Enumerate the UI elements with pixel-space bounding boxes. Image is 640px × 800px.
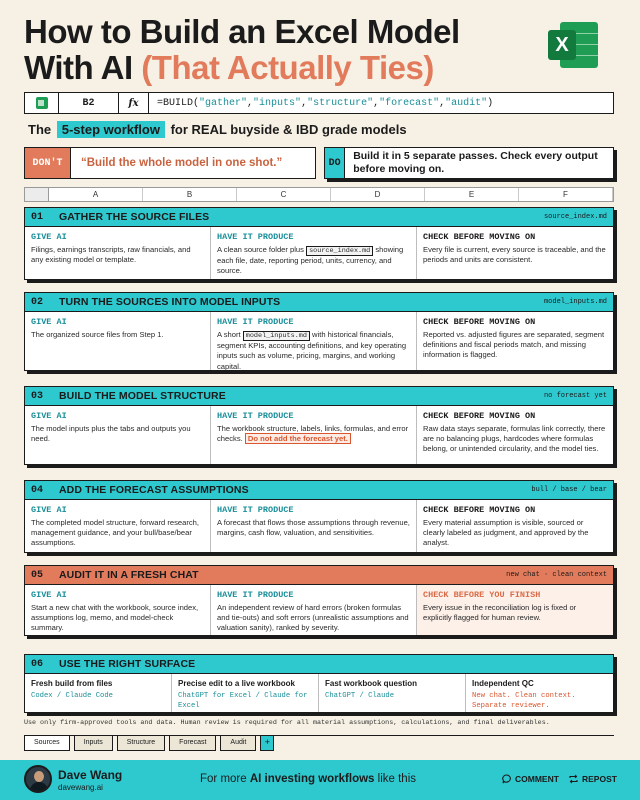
step-title: GATHER THE SOURCE FILES [59,211,210,223]
add-sheet-button[interactable]: + [260,736,274,751]
check-text: Every issue in the reconciliation log is fixed or explicitly flagged for human review. [423,603,577,623]
step-card-03 [24,386,614,465]
surface-title: Fast workbook question [325,679,418,688]
excel-sheet-icon [25,93,59,113]
produce-label: HAVE IT PRODUCE [217,411,294,421]
step-file-tag: new chat · clean context [506,571,607,579]
excel-logo-icon [548,22,600,70]
give-text: The completed model structure, forward research, management guidance, and your bull/base/bear assumptions. [31,518,199,548]
column-headers [24,187,614,202]
disclaimer: Use only firm-approved tools and data. Human review is required for all material assumptions, calculations, and final deliverables. [24,719,550,727]
surface-title: Precise edit to a live workbook [178,679,295,688]
repost-button[interactable]: REPOST [568,774,617,784]
check-text: Raw data stays separate, formulas link correctly, there are no balancing plugs, hardcodes where formulas belong, or unintended circularity, and the model ties. [423,424,606,454]
repost-icon [568,774,579,784]
step-card-06 [24,654,614,713]
surface-title: Fresh build from files [31,679,113,688]
file-chip: model_inputs.md [243,331,310,341]
fx-icon[interactable]: fx [119,93,149,113]
produce-label: HAVE IT PRODUCE [217,232,294,242]
give-text: The organized source files from Step 1. [31,330,164,339]
step-file-tag: no forecast yet [543,392,607,400]
formula-bar[interactable] [24,92,614,114]
dont-text: “Build the whole model in one shot.” [81,157,283,169]
title-line-1: How to Build an Excel Model [24,13,460,50]
step-title: USE THE RIGHT SURFACE [59,658,196,670]
give-label: GIVE AI [31,505,67,515]
comment-button[interactable]: COMMENT [502,774,559,784]
step-number: 06 [31,658,44,670]
step-number: 05 [31,569,44,581]
give-label: GIVE AI [31,317,67,327]
author-name[interactable]: Dave Wang [58,768,123,782]
surface-title: Independent QC [472,679,534,688]
produce-text: A short model_inputs.md with historical financials, segment KPIs, accounting definitions, and key operating inputs such as volume, pricing, margins, and working capital. [217,330,407,371]
check-text: Reported vs. adjusted figures are separated, segment definitions and fiscal periods match, and missing information is flagged. [423,330,605,360]
do-text: Build it in 5 separate passes. Check every output before moving on. [353,150,598,175]
step-title: ADD THE FORECAST ASSUMPTIONS [59,484,249,496]
file-chip: source_index.md [306,246,373,256]
step-card-05 [24,565,614,636]
footer-cta: For more AI investing workflows like this [200,773,416,785]
column-header[interactable]: D [331,188,425,201]
step-file-tag: model_inputs.md [543,298,607,306]
sheet-tab-inputs[interactable]: Inputs [74,736,113,751]
check-label: CHECK BEFORE YOU FINISH [423,590,541,600]
surface-tool: Codex / Claude Code [31,692,113,700]
check-label: CHECK BEFORE MOVING ON [423,317,536,327]
give-text: The model inputs plus the tabs and outputs you need. [31,424,191,444]
check-label: CHECK BEFORE MOVING ON [423,505,536,515]
subtitle-highlight: 5-step workflow [57,121,165,138]
subtitle: The 5-step workflow for REAL buyside & IBD grade models [28,122,407,137]
title-line-2-main: With AI [24,49,142,86]
column-header[interactable]: B [143,188,237,201]
column-header[interactable]: F [519,188,613,201]
step-title: AUDIT IT IN A FRESH CHAT [59,569,199,581]
step-number: 01 [31,211,44,223]
surface-tool: New chat. Clean context. Separate reviewer. [472,692,576,710]
produce-label: HAVE IT PRODUCE [217,317,294,327]
surface-tool: ChatGPT / Claude [325,692,395,700]
check-label: CHECK BEFORE MOVING ON [423,232,536,242]
dont-callout [24,147,316,179]
step-card-04 [24,480,614,553]
give-label: GIVE AI [31,411,67,421]
produce-label: HAVE IT PRODUCE [217,590,294,600]
excel-logo-letter: X [548,30,576,60]
sheet-tab-forecast[interactable]: Forecast [169,736,216,751]
give-label: GIVE AI [31,232,67,242]
produce-text: An independent review of hard errors (broken formulas and tie-outs) and soft errors (unrealistic assumptions and valuation sanity), ranked by severity. [217,603,409,633]
title-line-2 [24,50,544,86]
footer [0,760,640,800]
step-number: 02 [31,296,44,308]
step-card-01 [24,207,614,280]
produce-text: A forecast that flows those assumptions through revenue, margins, cash flow, valuation, and sensitivities. [217,518,410,538]
step-title: BUILD THE MODEL STRUCTURE [59,390,226,402]
avatar[interactable] [24,765,52,793]
sheet-tabs [24,735,614,753]
produce-label: HAVE IT PRODUCE [217,505,294,515]
cell-reference[interactable]: B2 [59,93,119,113]
step-number: 04 [31,484,44,496]
column-header[interactable]: C [237,188,331,201]
give-label: GIVE AI [31,590,67,600]
do-callout [324,147,614,179]
sheet-tab-audit[interactable]: Audit [220,736,256,751]
column-header[interactable]: A [49,188,143,201]
check-label: CHECK BEFORE MOVING ON [423,411,536,421]
give-text: Start a new chat with the workbook, source index, assumptions log, memo, and model-check summary. [31,603,199,633]
dont-tag: DON'T [25,148,71,178]
do-tag: DO [325,148,345,178]
comment-icon [502,774,512,784]
check-text: Every file is current, every source is traceable, and the periods and units are consistent. [423,245,606,265]
select-all-corner[interactable] [25,188,49,201]
page-title [24,14,544,86]
check-text: Every material assumption is visible, sourced or clearly labeled as judgment, and approved by the analyst. [423,518,589,548]
sheet-tab-sources[interactable]: Sources [24,736,70,751]
step-file-tag: source_index.md [543,213,607,221]
step-number: 03 [31,390,44,402]
formula-expression[interactable]: =BUILD("gather","inputs","structure","forecast","audit") [157,97,494,109]
give-text: Filings, earnings transcripts, raw financials, and any existing model or template. [31,245,191,265]
sheet-tab-structure[interactable]: Structure [117,736,165,751]
step-title: TURN THE SOURCES INTO MODEL INPUTS [59,296,281,308]
step-file-tag: bull / base / bear [531,486,607,494]
column-header[interactable]: E [425,188,519,201]
produce-text: A clean source folder plus source_index.md showing each file, date, reporting period, units, currency, and source. [217,245,404,276]
surface-tool: ChatGPT for Excel / Claude for Excel [178,692,308,710]
produce-text: The workbook structure, labels, links, formulas, and error checks. Do not add the forecast yet. [217,424,409,444]
author-site[interactable]: davewang.ai [58,783,103,792]
warning-text: Do not add the forecast yet. [245,433,351,444]
title-accent: (That Actually Ties) [141,49,434,86]
step-card-02 [24,292,614,371]
